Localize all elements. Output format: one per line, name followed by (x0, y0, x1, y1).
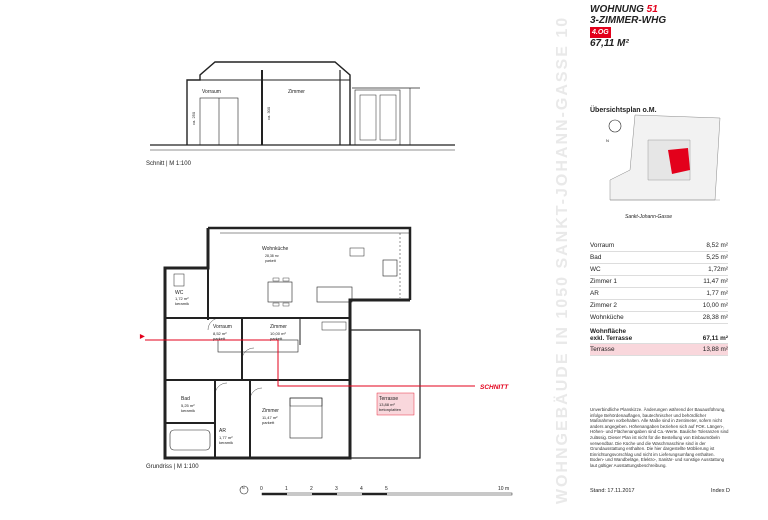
room-zimmer2-floor: parkett (270, 336, 283, 341)
area-row (590, 252, 728, 264)
area-row (590, 312, 728, 324)
area-row-name: WC (590, 266, 601, 273)
room-wohnkueche-name: Wohnküche (262, 246, 289, 252)
section-room-vorraum: Vorraum (202, 89, 221, 95)
footer-date: Stand: 17.11.2017 (590, 488, 635, 494)
area-row-name: Wohnküche (590, 314, 624, 321)
scale-tick-0: 0 (260, 486, 263, 492)
unit-number: 51 (646, 4, 658, 15)
room-bad-name: Bad (181, 396, 190, 402)
unit-prefix: WOHNUNG (590, 4, 644, 15)
unit-header (590, 4, 750, 49)
area-row-value: 28,38 m² (702, 314, 728, 321)
area-sum-value: 67,11 m² (702, 335, 728, 342)
legal-notes: Unverbindliche Planskizze. Änderungen während der Bauausführung, infolge Behördenauflagen, bautechnischer und behördlicher Maßnahmen vorbehalten. Alle Maße sind in Zentimeter, sofern nicht anders angegeben. Höhenangaben beziehen sich auf FOK. Längen-, Höhen- und Flächenangaben sind Ca.-Werte. Bauliche Toleranzen sind zulässig. Dieser Plan ist nicht für die Bestellung von Einbaumöbeln verwendbar. Die Küche und die Waschmaschine sind in der Grundausstattung enthalten. Die hier dargestellte Möblierung ist Einrichtungsvorschlag und nicht im Lieferungsumfang enthalten. Boden- und Wandbeläge, Elektro-, Sanitär- und sonstige Ausstattung laut gültiger Ausstattungsbeschreibung. (590, 407, 729, 468)
area-row-value: 11,47 m² (703, 278, 728, 285)
scale-tick-3: 3 (335, 486, 338, 492)
area-row (590, 240, 728, 252)
area-sum-row (590, 324, 728, 344)
scale-tick-4: 4 (360, 486, 363, 492)
section-height-2: ca. 300 (266, 106, 271, 120)
area-table (590, 240, 728, 356)
area-row-name: AR (590, 290, 599, 297)
scale-tick-2: 2 (310, 486, 313, 492)
area-row-name: Bad (590, 254, 602, 261)
area-sum-label-2: exkl. Terrasse (590, 335, 633, 342)
terrace-value: 13,88 m² (702, 346, 728, 353)
room-zimmer2-name: Zimmer (270, 324, 287, 330)
section-room-zimmer: Zimmer (288, 89, 305, 95)
room-vorraum-floor: parkett (213, 336, 226, 341)
room-vorraum-name: Vorraum (213, 324, 232, 330)
scale-tick-1: 1 (285, 486, 288, 492)
room-ar-area: 1,77 m² (219, 435, 233, 440)
area-row-value: 8,52 m² (706, 242, 728, 249)
area-row-name: Zimmer 1 (590, 278, 617, 285)
plan-north: N (242, 486, 245, 490)
unit-type: 3-ZIMMER-WHG (590, 15, 667, 26)
area-row-value: 1,72m² (708, 266, 728, 273)
section-height-1: ca. 250 (191, 111, 196, 125)
room-zimmer1-name: Zimmer (262, 408, 279, 414)
room-terrasse-area: 13,88 m² (379, 402, 395, 407)
area-row (590, 288, 728, 300)
room-terrasse-floor: betonplatten (379, 407, 402, 412)
schnitt-label: SCHNITT (480, 384, 509, 391)
area-row (590, 276, 728, 288)
footer-index: Index D (711, 488, 730, 494)
area-row-value: 1,77 m² (706, 290, 728, 297)
area-row-value: 10,00 m² (702, 302, 728, 309)
scale-end: 10 m (498, 486, 510, 492)
room-vorraum-area: 8,52 m² (213, 331, 227, 336)
overview-map (609, 115, 720, 200)
schnitt-marker: ▶ (140, 334, 145, 340)
section-drawing (150, 62, 455, 150)
area-row-value: 5,25 m² (706, 254, 728, 261)
room-zimmer2-area: 10,00 m² (270, 331, 286, 336)
room-ar-name: AR (219, 428, 226, 434)
room-zimmer1-area: 11,47 m² (262, 415, 278, 420)
room-wc-name: WC (175, 290, 184, 296)
area-row-name: Zimmer 2 (590, 302, 617, 309)
room-zimmer1-floor: parkett (262, 420, 275, 425)
room-bad-area: 5,25 m² (181, 403, 195, 408)
plan-caption: Grundriss | M 1:100 (146, 464, 199, 470)
area-row (590, 264, 728, 276)
overview-street: Sankt-Johann-Gasse (625, 214, 672, 220)
area-sum-label (590, 328, 632, 342)
overview-title: Übersichtsplan o.M. (590, 107, 657, 114)
floor-badge: 4.OG (592, 29, 609, 36)
footer (590, 488, 730, 494)
room-ar-floor: keramik (219, 440, 234, 445)
area-row (590, 300, 728, 312)
vertical-banner: WOHNGEBÄUDE IN 1050 SANKT-JOHANN-GASSE 10 (554, 15, 571, 505)
room-terrasse-name: Terrasse (379, 396, 399, 402)
unit-area: 67,11 M² (590, 38, 629, 49)
scale-tick-5: 5 (385, 486, 388, 492)
terrace-label: Terrasse (590, 346, 615, 353)
area-sum-label-1: Wohnfläche (590, 328, 627, 335)
floor-plan (165, 228, 420, 458)
section-caption: Schnitt | M 1:100 (146, 161, 191, 167)
room-wc-floor: keramik (175, 301, 190, 306)
area-row-name: Vorraum (590, 242, 615, 249)
overview-north: N (606, 138, 609, 143)
scale-bar (240, 486, 512, 495)
terrace-row (590, 344, 728, 356)
room-wohnkueche-floor: parkett (265, 259, 276, 263)
room-wohnkueche-area: 28,38 m² (265, 254, 279, 258)
room-bad-floor: keramik (181, 408, 196, 413)
room-wc-area: 1,72 m² (175, 296, 189, 301)
